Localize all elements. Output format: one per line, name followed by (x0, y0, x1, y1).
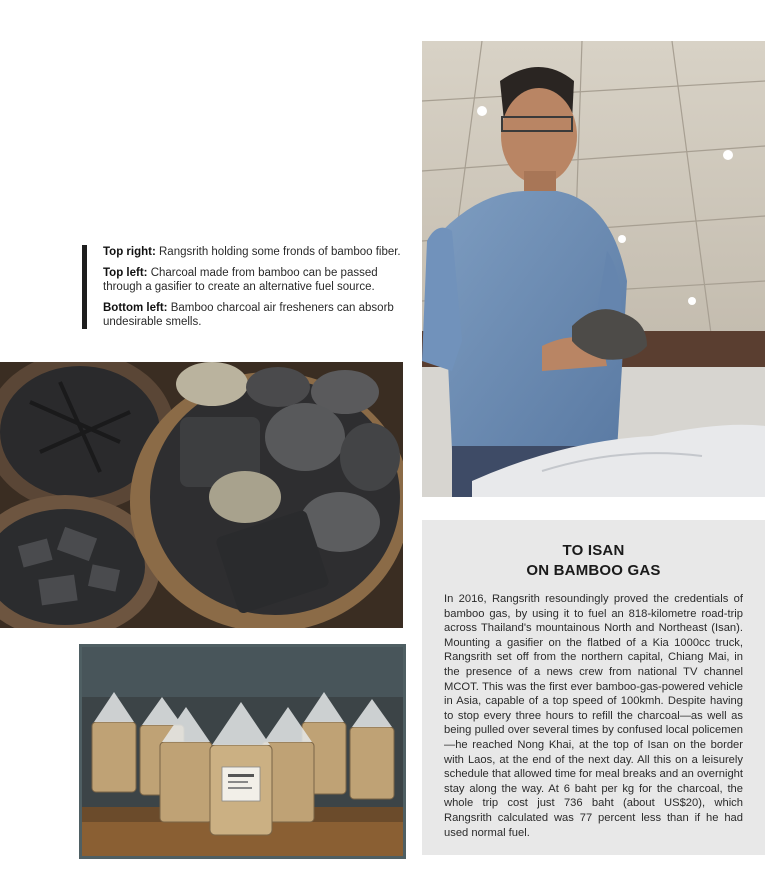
sidebar-body-text: In 2016, Rangsrith resoundingly proved the credentials of bamboo gas, by using it to fuel an 818-kilometre road-trip across Thailand's mountainous North and Northeast (Isan). Mounting a gasifier on the flatbed of a Kia 1000cc truck, Rangsrith set off from the northern capital, Chiang Mai, in the presence of a news crew from national TV channel MCOT. This was the first ever bamboo-gas-powered vehicle in Asia, capable of a top speed of 100kmh. Despite having to stop every three hours to refill the charcoal—as well as being pulled over several times by confused local policemen—he reached Nong Khai, at the top of Isan on the border with Laos, at the end of the next day. All this on a leisurely schedule that allowed time for meal breaks and an overnight stay along the way. At 6 baht per kg for the charcoal, the whole trip cost just 736 baht (about US$20), which Rangsrith calculated was 77 percent less than if he had used normal fuel. (444, 593, 743, 839)
photo-bamboo-charcoal-air-fresheners (79, 644, 406, 859)
sidebar-article (422, 520, 765, 855)
photo-rangsrith-holding-bamboo-fiber (422, 41, 765, 497)
photo-bamboo-charcoal-baskets (0, 362, 403, 628)
caption-bottom-left: Bottom left: Bamboo charcoal air fresheners can absorb undesirable smells. (103, 302, 394, 328)
caption-top-left: Top left: Charcoal made from bamboo can be passed through a gasifier to create an alternative fuel source. (103, 267, 378, 293)
photo-captions (82, 245, 403, 329)
caption-top-right: Top right: Rangsrith holding some fronds of bamboo fiber. (103, 246, 401, 258)
sidebar-title: TO ISAN ON BAMBOO GAS (526, 542, 661, 579)
